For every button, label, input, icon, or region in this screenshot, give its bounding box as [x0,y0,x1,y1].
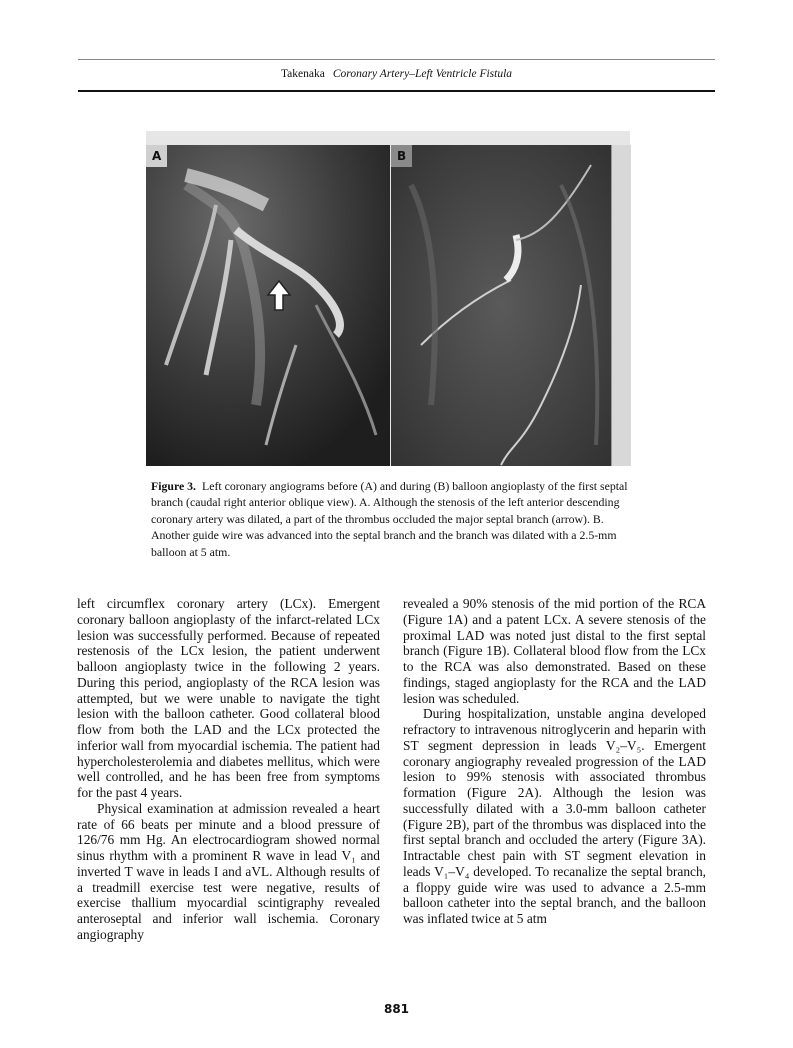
angiogram-panel-a [146,145,390,466]
header-rule-thin [78,59,715,60]
paragraph: During hospitalization, unstable angina developed refractory to intravenous nitroglycerin and heparin with ST segment depression in leads V₂–V₅. Emergent coronary angiography revealed progression of the LAD lesion to 99% stenosis with associated thrombus formation (Figure 2A). Although the lesion was successfully dilated with a 3.0-mm balloon catheter (Figure 2B), part of the thrombus was displaced into the first septal branch and occluded the artery (Figure 3A). Intractable chest pain with ST segment elevation in leads V₁–V₄ developed. To recanalize the septal branch, a floppy guide wire was used to advance a 2.5-mm balloon catheter into the septal branch, and the balloon was inflated twice at 5 atm [403,706,706,926]
text-column-left [77,596,380,943]
figure-caption [151,478,629,560]
text-column-right [403,596,706,927]
running-header [78,68,715,80]
panel-b-label: B [391,145,412,167]
page-number: 881 [383,1002,410,1016]
paragraph: left circumflex coronary artery (LCx). Emergent coronary balloon angioplasty of the infarct-related LCx lesion was successfully performed. Because of repeated restenosis of the LCx lesion, the patient underwent balloon angioplasty twice in the following 2 years. During this period, angioplasty of the RCA lesion was attempted, but we were unable to navigate the tight lesion with the balloon catheter. Good collateral blood flow from both the LAD and the LCx protected the inferior wall from myocardial ischemia. The patient had hypercholesterolemia and diabetes mellitus, which were well controlled, and he has been free from symptoms for the past 4 years. [77,596,380,800]
panel-a-label: A [146,145,167,167]
header-journal-title: Coronary Artery–Left Ventricle Fistula [332,68,513,80]
paragraph: Physical examination at admission revealed a heart rate of 66 beats per minute and a blood pressure of 126/76 mm Hg. An electrocardiogram showed normal sinus rhythm with a prominent R wave in lead V₁ and inverted T wave in leads I and aVL. Although results of a treadmill exercise test were negative, results of exercise thallium myocardial scintigraphy revealed anteroseptal and inferior wall ischemia. Coronary angiography [77,800,380,942]
header-author: Takenaka [280,68,325,80]
figure-edge [611,145,631,466]
figure-3 [146,131,630,466]
angiogram-panel-b [391,145,611,466]
header-rule-thick [78,90,715,92]
caption-text: Left coronary angiograms before (A) and during (B) balloon angioplasty of the first septal branch (caudal right anterior oblique view). A. Although the stenosis of the left anterior descending coronary artery was dilated, a part of the thrombus occluded the major septal branch (arrow). B. Another guide wire was advanced into the septal branch and the branch was dilated with a 2.5-mm balloon at 5 atm. [151,479,628,559]
paragraph: revealed a 90% stenosis of the mid portion of the RCA (Figure 1A) and a patent LCx. A severe stenosis of the proximal LAD was noted just distal to the first septal branch (Figure 1B). Collateral blood flow from the LCx to the RCA was also demonstrated. Based on these findings, staged angioplasty for the RCA and the LAD lesion was scheduled. [403,596,706,706]
caption-label: Figure 3. [151,479,196,493]
